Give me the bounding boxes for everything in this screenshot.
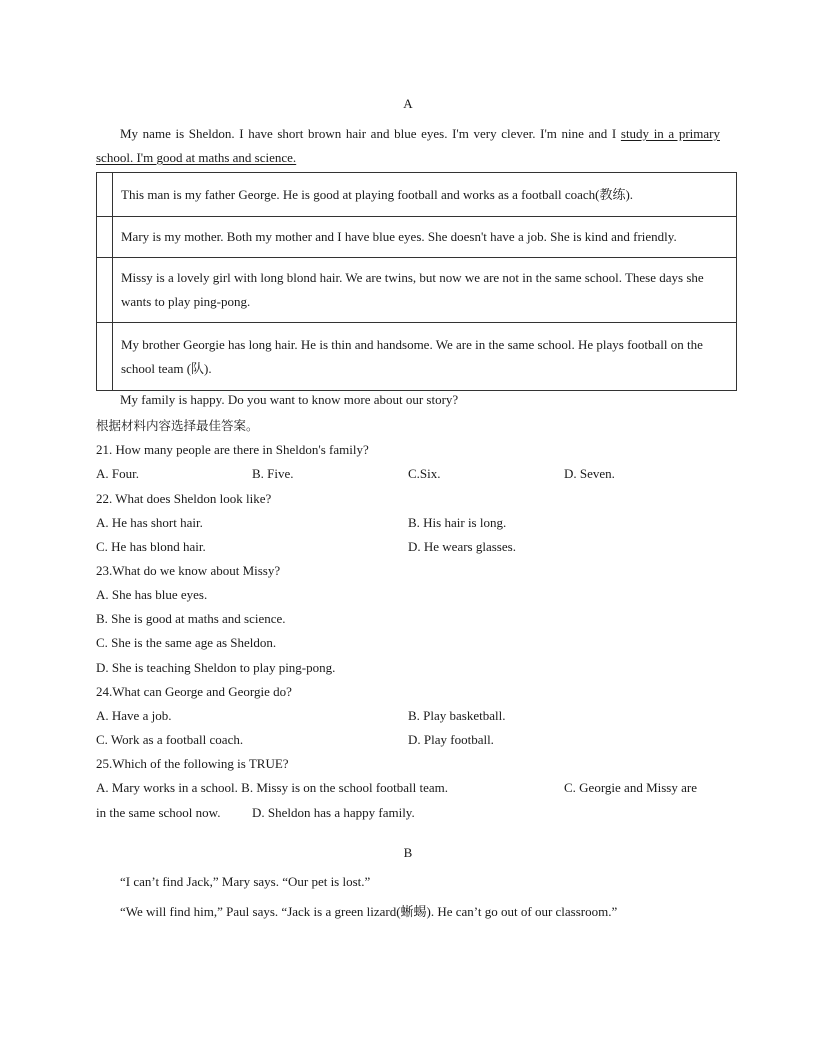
intro-underlined-text: study in a primary school. I'm good at maths and science. xyxy=(96,126,720,165)
family-table xyxy=(96,172,737,391)
q21-option-a: A. Four. xyxy=(96,466,139,481)
q23-option-b: B. She is good at maths and science. xyxy=(96,611,286,626)
question-22-stem: 22. What does Sheldon look like? xyxy=(96,491,272,506)
closing-line: My family is happy. Do you want to know more about our story? xyxy=(120,392,459,407)
q24-option-a: A. Have a job. xyxy=(96,708,172,723)
q21-option-b: B. Five. xyxy=(252,466,294,481)
q24-option-d: D. Play football. xyxy=(408,732,494,747)
q25-option-c-continued: in the same school now. xyxy=(96,805,221,820)
table-cell-mother: Mary is my mother. Both my mother and I have blue eyes. She doesn't have a job. She is kind and friendly. xyxy=(113,217,737,258)
table-cell-father: This man is my father George. He is good at playing football and works as a football coach(教练). xyxy=(113,173,737,217)
table-row xyxy=(97,173,737,217)
sheldon-intro-paragraph xyxy=(96,122,720,170)
q25-option-d: D. Sheldon has a happy family. xyxy=(252,805,415,820)
story-line-1: “I can’t find Jack,” Mary says. “Our pet is lost.” xyxy=(120,874,371,889)
q22-option-d: D. He wears glasses. xyxy=(408,539,516,554)
story-line-2: “We will find him,” Paul says. “Jack is a green lizard(蜥蜴). He can’t go out of our classroom.” xyxy=(120,904,618,919)
q21-option-c: C.Six. xyxy=(408,466,441,481)
table-cell-georgie: My brother Georgie has long hair. He is thin and handsome. We are in the same school. He plays football on the school team (队). xyxy=(113,323,737,391)
q25-option-c: C. Georgie and Missy are xyxy=(564,780,697,795)
q23-option-c: C. She is the same age as Sheldon. xyxy=(96,635,277,650)
q24-option-b: B. Play basketball. xyxy=(408,708,506,723)
question-25-stem: 25.Which of the following is TRUE? xyxy=(96,756,289,771)
table-cell-missy: Missy is a lovely girl with long blond hair. We are twins, but now we are not in the same school. These days she wants to play ping-pong. xyxy=(113,258,737,323)
question-21-stem: 21. How many people are there in Sheldon's family? xyxy=(96,442,369,457)
instruction-line: 根据材料内容选择最佳答案。 xyxy=(96,418,259,433)
q23-option-d: D. She is teaching Sheldon to play ping-pong. xyxy=(96,660,336,675)
section-a-heading: A xyxy=(403,96,413,111)
question-23-stem: 23.What do we know about Missy? xyxy=(96,563,281,578)
q24-option-c: C. Work as a football coach. xyxy=(96,732,244,747)
table-row xyxy=(97,323,737,391)
section-b-heading: B xyxy=(403,845,413,860)
intro-text: My name is Sheldon. I have short brown hair and blue eyes. I'm very clever. I'm nine and I xyxy=(120,126,621,141)
table-row xyxy=(97,258,737,323)
question-24-stem: 24.What can George and Georgie do? xyxy=(96,684,292,699)
q25-options-a-b: A. Mary works in a school. B. Missy is on the school football team. xyxy=(96,780,449,795)
q22-option-c: C. He has blond hair. xyxy=(96,539,206,554)
table-row xyxy=(97,217,737,258)
q21-option-d: D. Seven. xyxy=(564,466,615,481)
q23-option-a: A. She has blue eyes. xyxy=(96,587,208,602)
q22-option-b: B. His hair is long. xyxy=(408,515,507,530)
q22-option-a: A. He has short hair. xyxy=(96,515,203,530)
